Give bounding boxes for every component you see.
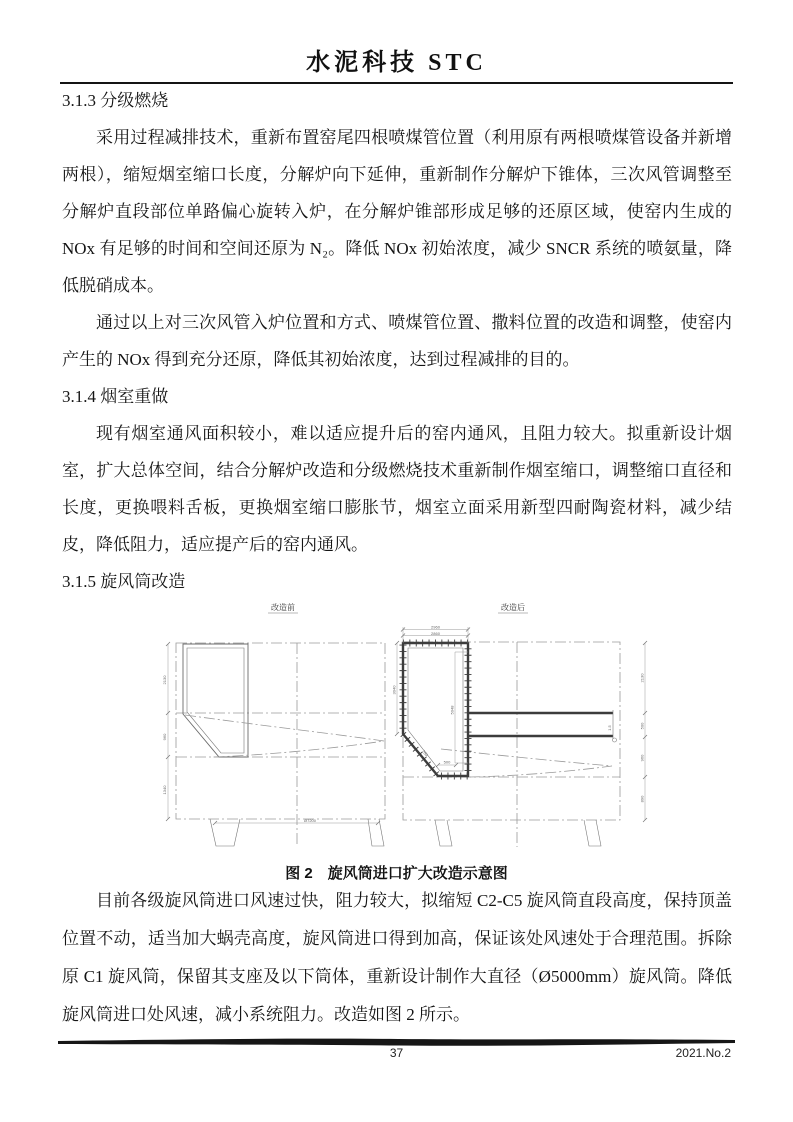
after-leg-right <box>584 820 601 846</box>
dimension-label: 500 <box>443 759 451 765</box>
after-outline <box>403 642 620 820</box>
journal-title: 水泥科技 STC <box>306 50 487 76</box>
dimension-label: 2130 <box>639 673 645 683</box>
after-inlet-flange-ticks <box>403 643 468 776</box>
before-inlet-duct <box>183 644 248 757</box>
dimension-label: 500 <box>639 722 645 730</box>
dimension-label: 3040 <box>391 685 397 695</box>
section-heading-3-1-3: 3.1.3 分级燃烧 <box>62 91 169 110</box>
before-scroll-curve <box>185 715 384 757</box>
after-inlet-duct <box>403 643 468 776</box>
dimension-label: 1340 <box>162 785 167 795</box>
before-outline <box>176 643 385 819</box>
after-duct-weld-mark <box>613 738 617 742</box>
section-heading-3-1-4: 3.1.4 烟室重做 <box>62 387 169 406</box>
dimension-label: Ø7200 <box>303 818 317 823</box>
figure-caption: 图 2 旋风筒进口扩大改造示意图 <box>285 865 508 882</box>
diagram-before <box>162 602 385 847</box>
dimension-label: 1.5 <box>607 725 612 731</box>
dimension-label: 960 <box>162 733 167 741</box>
before-inlet-duct-inner <box>187 648 244 753</box>
paragraph-smoke-chamber: 现有烟室通风面积较小，难以适应提升后的窑内通风，且阻力较大。拟重新设计烟室，扩大总体空间，结合分解炉改造和分级燃烧技术重新制作烟室缩口，调整缩口直径和长度，更换喂料舌板，更换烟室缩口膨胀节，烟室立面采用新型四耐陶瓷材料，减少结皮，降低阻力，适应提产后的窑内通风。 <box>62 424 732 554</box>
footer-rule-shape <box>58 1039 735 1046</box>
dimension-label: 780 <box>421 748 430 758</box>
label-before: 改造前 <box>271 603 295 612</box>
dimension-label: 960 <box>639 754 645 762</box>
paragraph-staged-combustion-1: 采用过程减排技术，重新布置窑尾四根喷煤管位置（利用原有两根喷煤管设备并新增两根），缩短烟室缩口长度，分解炉向下延伸，重新制作分解炉下锥体，三次风管调整至分解炉直段部位单路偏心旋转入炉，在分解炉锥部形成足够的还原区域，使窑内生成的 NOx 有足够的时间和空间还原为 N₂。降低 NOx 初始浓度，减少 SNCR 系统的喷氨量，降低脱硝成本。 <box>62 128 732 295</box>
dimension-label: 2960 <box>431 624 440 630</box>
figure-2-diagram <box>150 595 665 860</box>
paragraph-cyclone-modification: 目前各级旋风筒进口风速过快，阻力较大，拟缩短 C2-C5 旋风筒直段高度，保持顶盖位置不动，适当加大蜗壳高度，旋风筒进口得到加高，保证该处风速处于合理范围。拆除原 C1 旋风筒，保留其支座及以下筒体，重新设计制作大直径（Ø5000mm）旋风筒。降低旋风筒进口处风速，减小系统阻力。改造如图 2 所示。 <box>62 891 732 1024</box>
paragraph-staged-combustion-2: 通过以上对三次风管入炉位置和方式、喷煤管位置、撒料位置的改造和调整，使窑内产生的 NOx 得到充分还原，降低其初始浓度，达到过程减排的目的。 <box>62 313 732 369</box>
label-after: 改造后 <box>501 603 525 612</box>
section-heading-3-1-5: 3.1.5 旋风筒改造 <box>62 572 186 591</box>
page-number: 37 <box>389 1046 404 1060</box>
diagram-after <box>392 602 648 847</box>
dimension-label: 890 <box>639 795 645 803</box>
body-text <box>62 82 732 600</box>
after-leg-left <box>435 820 452 846</box>
dimension-label: 2130 <box>162 675 167 685</box>
dimension-label: 2860 <box>431 630 440 636</box>
dimension-label: 5048 <box>449 705 455 715</box>
issue-number: 2021.No.2 <box>675 1046 731 1060</box>
